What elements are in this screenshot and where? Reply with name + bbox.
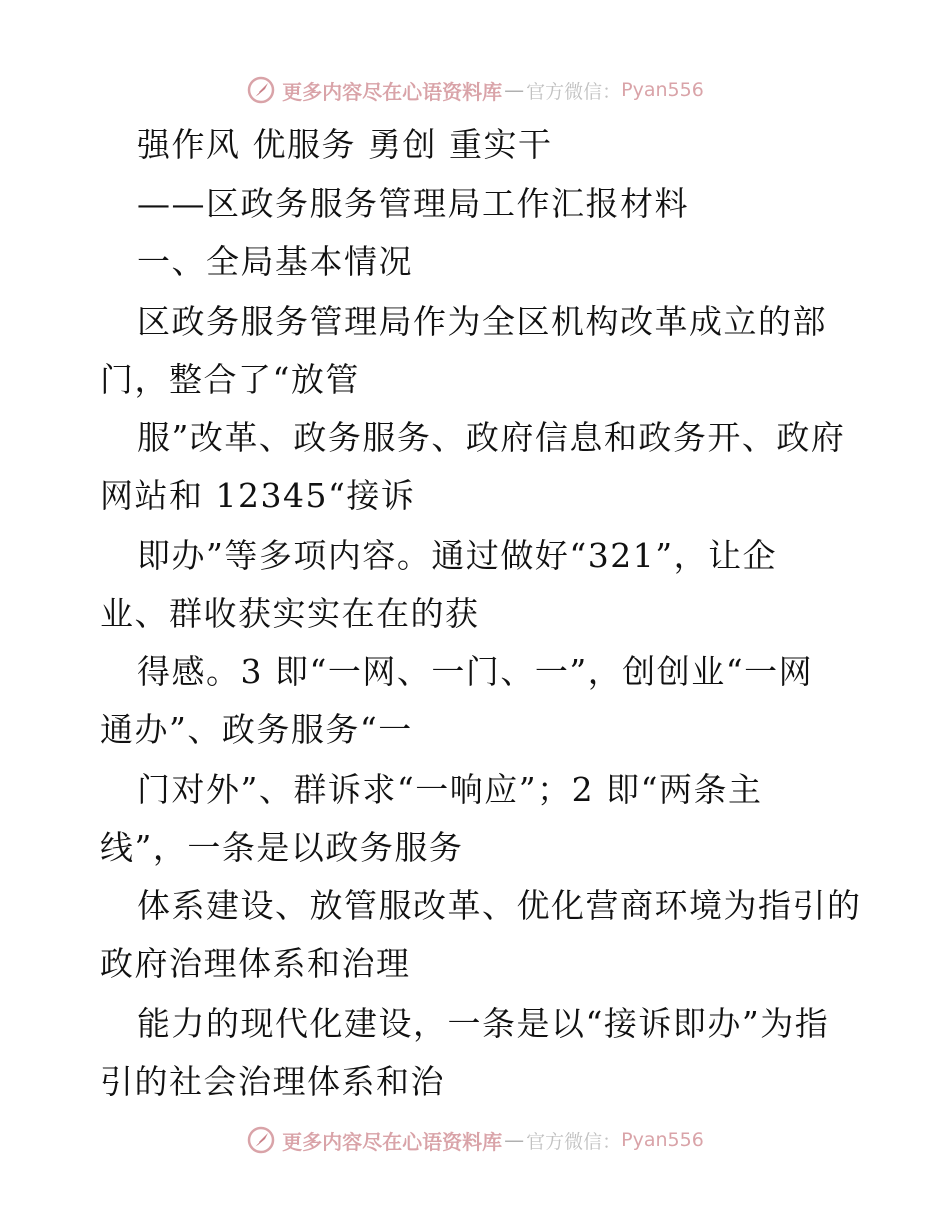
body-line: 门，整合了“放管 [100,360,360,399]
body-line: 线”，一条是以政务服务 [100,828,464,867]
watermark-contact-id: Pyan556 [621,79,704,101]
body-line: 能力的现代化建设，一条是以“接诉即办”为指 [137,1004,830,1043]
quill-logo-icon [246,75,276,105]
watermark-text: 更多内容尽在心语资料库 [282,79,503,104]
body-line: 即办”等多项内容。通过做好“321”，让企 [137,536,778,575]
body-line: 业、群收获实实在在的获 [100,594,480,633]
watermark-footer [0,1120,950,1160]
body-line: 通办”、政务服务“一 [100,710,413,749]
body-line: 服”改革、政务服务、政府信息和政务开、政府 [137,418,846,457]
watermark-contact-label: 官方微信： [526,1130,622,1153]
watermark-separator: — [504,1128,525,1152]
body-line: 网站和 12345“接诉 [100,476,416,515]
watermark-contact-id: Pyan556 [621,1129,704,1151]
body-line: 得感。3 即“一网、一门、一”，创创业“一网 [137,652,814,691]
body-line: 政府治理体系和治理 [100,944,411,983]
watermark-separator: — [504,78,525,102]
body-line: 引的社会治理体系和治 [100,1062,445,1101]
document-subtitle: ——区政务服务管理局工作汇报材料 [137,184,689,223]
document-title: 强作风 优服务 勇创 重实干 [137,125,553,164]
body-line: 门对外”、群诉求“一响应”；2 即“两条主 [137,770,763,809]
watermark-header [0,70,950,110]
section-heading: 一、全局基本情况 [137,242,413,281]
body-line: 区政务服务管理局作为全区机构改革成立的部 [137,302,827,341]
quill-logo-icon [246,1125,276,1155]
watermark-contact-label: 官方微信： [526,80,622,103]
watermark-text: 更多内容尽在心语资料库 [282,1129,503,1154]
body-line: 体系建设、放管服改革、优化营商环境为指引的 [137,886,862,925]
